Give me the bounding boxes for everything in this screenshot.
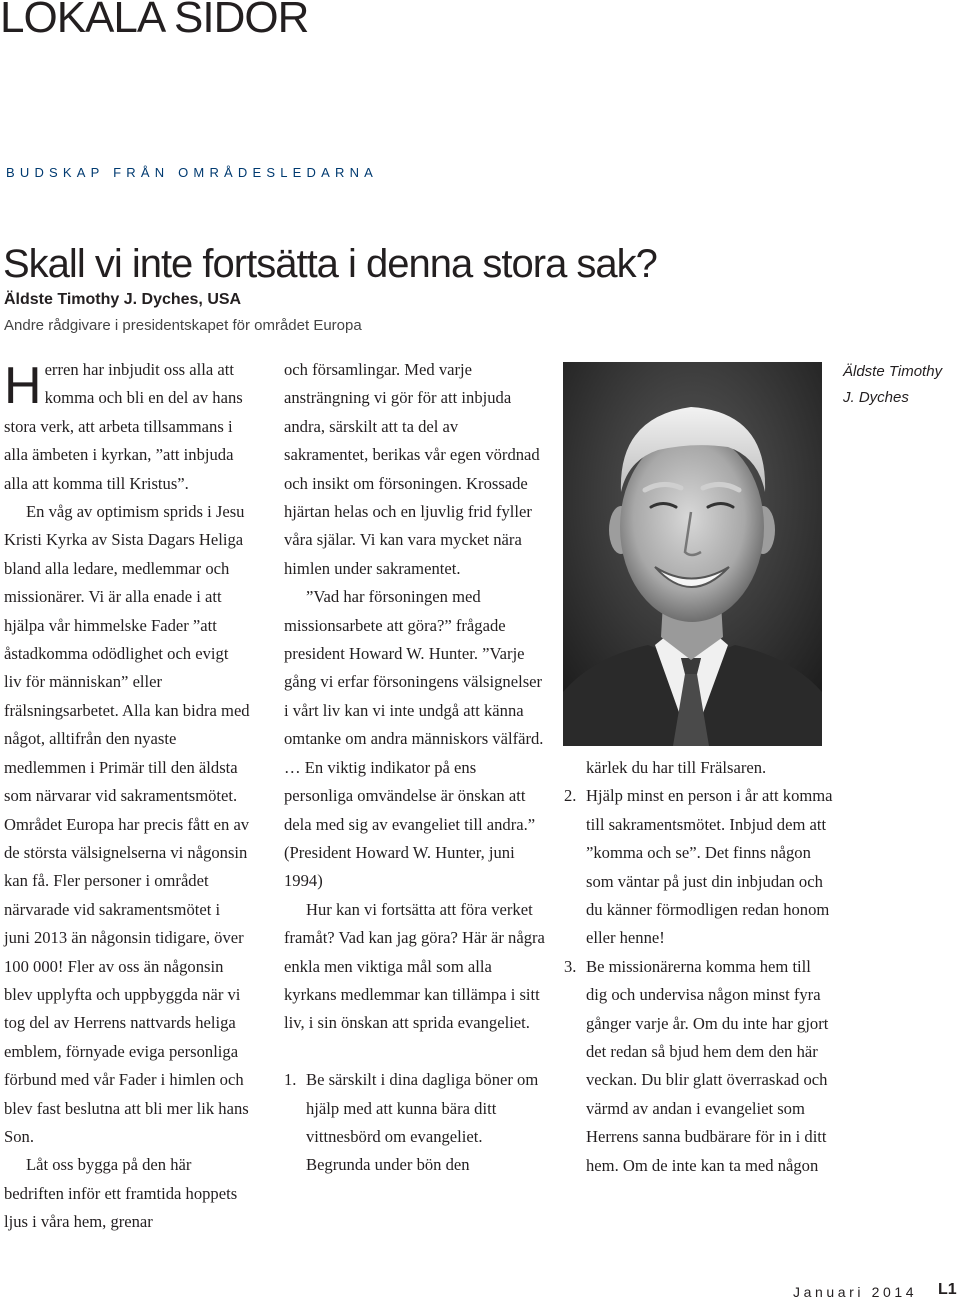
article-author: Äldste Timothy J. Dyches, USA <box>4 291 242 308</box>
paragraph: Låt oss bygga på den här bedriften inför ett framtida hoppets ljus i våra hem, grenar <box>4 1155 238 1232</box>
paragraph: och församlingar. Med varje ansträngning vi gör för att inbjuda andra, särskilt att ta del av sakramentet, berikas vår egen vördnad och insikt om försoningen. Krossade hjärtan helas och en ljuvlig frid fyller våra själar. Vi kan vara mycket nära himlen under sakramentet. <box>284 360 540 578</box>
paragraph: En våg av optimism sprids i Jesu Kristi Kyrka av Sista Dagars Heliga bland alla ledare, medlemmar och missionärer. Vi är alla enade i att hjälpa vår himmelske Fader ”att åstadkomma odödlighet och evigt liv för människan” eller frälsningsarbetet. Alla kan bidra med något, alltifrån den nyaste medlemmen i Primär till den äldsta som närvarar vid sakramentsmötet. Området Europa har precis fått en av de största välsignelserna vi någonsin kan få. Fler personer i området närvarade vid sakramentsmötet i juni 2013 än någonsin tidigare, över 100 000! Fler av oss än någonsin blev upplyfta och uppbyggda när vi tog del av Herrens nattvards heliga emblem, förnyade eviga personliga förbund med vår Fader i himlen och blev fast beslutna att bli mer lik hans Son. <box>4 502 250 1146</box>
paragraph: Hur kan vi fortsätta att föra verket framåt? Vad kan jag göra? Här är några enkla men viktiga mål som alla kyrkans medlemmar kan tillämpa i sitt liv, i sin önskan att sprida evangeliet. <box>284 899 545 1033</box>
article-column-1 <box>4 356 250 1237</box>
drop-cap: H <box>4 357 42 415</box>
list-text: Be särskilt i dina dagliga böner om hjälp med att kunna bära ditt vittnesbörd om evangeliet. Begrunda under bön den <box>306 1070 539 1175</box>
list-text: Hjälp minst en person i år att komma till sakramentsmötet. Inbjud dem att ”komma och se”. Det finns någon som väntar på just din inbjudan och du känner förmodligen redan honom eller henne! <box>586 786 833 948</box>
list-item-continued: kärlek du har till Frälsaren. <box>586 758 767 777</box>
page-number: L1 <box>938 1281 957 1298</box>
author-portrait-photo <box>563 362 822 746</box>
article-column-3 <box>564 754 834 1180</box>
list-item <box>284 1066 546 1180</box>
article-title: Skall vi inte fortsätta i denna stora sak? <box>3 242 657 286</box>
list-number: 1. <box>284 1070 297 1090</box>
author-role: Andre rådgivare i presidentskapet för området Europa <box>4 317 362 334</box>
paragraph: Herren har inbjudit oss alla att komma och bli en del av hans stora verk, att arbeta tillsammans i alla ämbeten i kyrkan, ”att inbjuda alla att komma till Kristus”. <box>4 357 243 493</box>
section-header: LOKALA SIDOR <box>0 0 309 42</box>
category-label: BUDSKAP FRÅN OMRÅDESLEDARNA <box>6 165 379 180</box>
list-number: 3. <box>564 956 577 976</box>
article-column-2 <box>284 356 546 1180</box>
list-item <box>564 782 834 952</box>
photo-caption: Äldste Timothy J. Dyches <box>843 363 943 406</box>
list-item <box>564 953 834 1180</box>
list-number: 2. <box>564 786 577 806</box>
footer-issue-date: Januari 2014 <box>793 1284 918 1300</box>
list-text: Be missionärerna komma hem till dig och undervisa någon minst fyra gånger varje år. Om du inte har gjort det redan så bjud hem dem den här veckan. Du blir glatt överraskad och värmd av andan i evangeliet som Herrens sanna budbärare för in i ditt hem. Om de inte kan ta med någon <box>586 956 829 1175</box>
paragraph: ”Vad har försoningen med missionsarbete att göra?” frågade president Howard W. Hunter. ”Varje gång vi erfar försoningens välsignelser i vårt liv kan vi inte undgå att känna omtanke om andra människors välfärd. … En viktig indikator på ens personliga omvändelse är önskan att dela med sig av evangeliet till andra.” (President Howard W. Hunter, juni 1994) <box>284 587 544 891</box>
